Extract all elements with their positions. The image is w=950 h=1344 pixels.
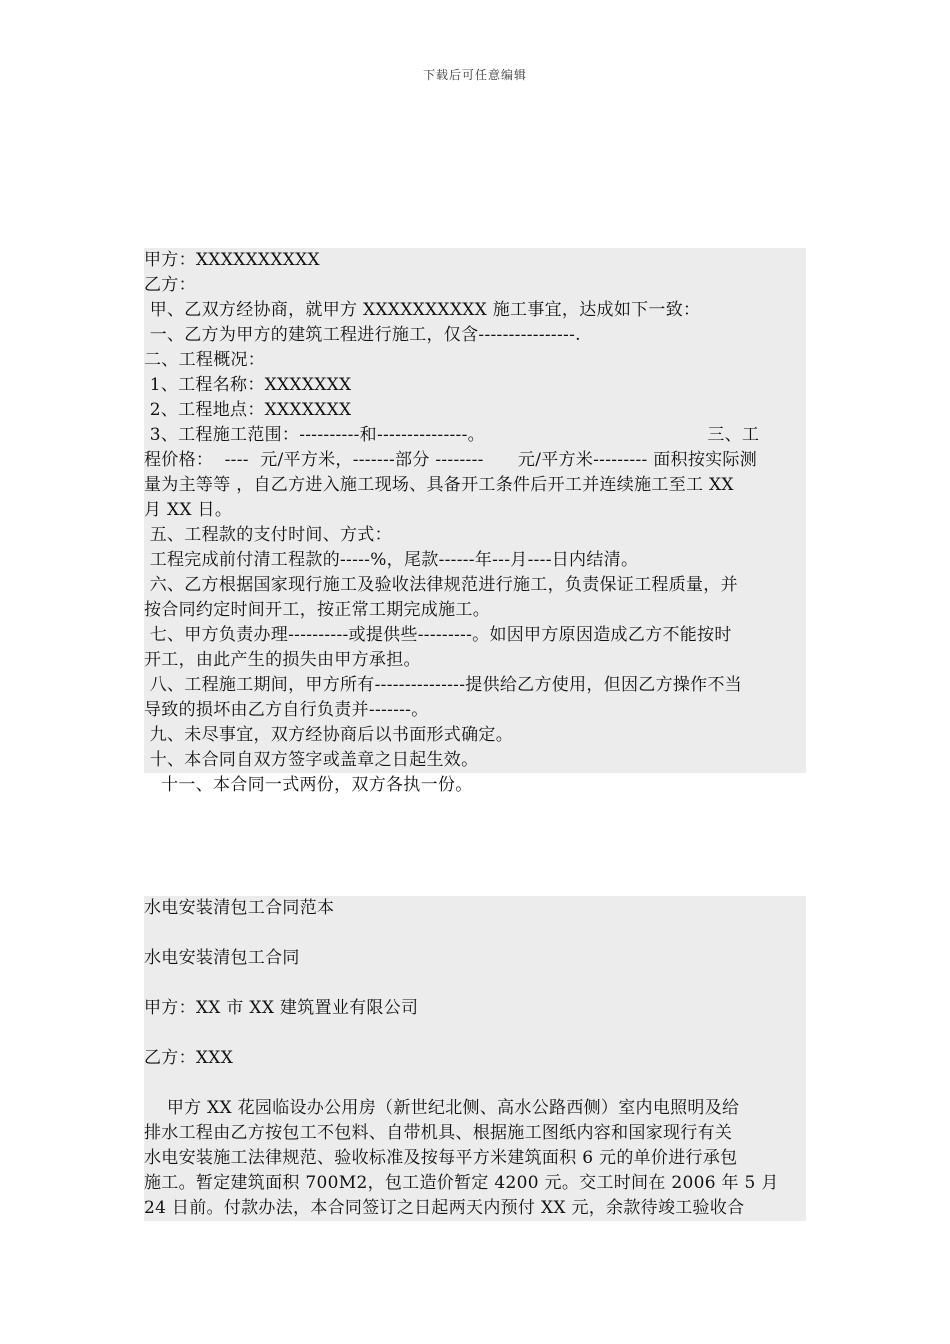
text-line: 一、乙方为甲方的建筑工程进行施工，仅含----------------. [144,323,806,348]
text-line: 按合同约定时间开工，按正常工期完成施工。 [144,598,806,623]
text-line: 乙方： [144,273,806,298]
text-line-last: 十一、本合同一式两份，双方各执一份。 [144,773,806,798]
text-line: 五、工程款的支付时间、方式： [144,523,806,548]
paragraph-line: 甲方 XX 花园临设办公用房（新世纪北侧、高水公路西侧）室内电照明及给 [144,1096,806,1121]
paragraph-line: 施工。暂定建筑面积 700M2，包工造价暂定 4200 元。交工时间在 2006 年 5 月 [144,1171,806,1196]
contract-section-2 [144,896,806,1221]
text-line: 程价格： ---- 元/平方米，-------部分 -------- 元/平方米--------- 面积按实际测 [144,448,806,473]
paragraph-line: 水电安装施工法律规范、验收标准及按每平方米建筑面积 6 元的单价进行承包 [144,1146,806,1171]
text-line: 八、工程施工期间，甲方所有---------------提供给乙方使用，但因乙方操作不当 [144,673,806,698]
spacer [144,1071,806,1096]
spacer [144,921,806,946]
text-line: 七、甲方负责办理----------或提供些---------。如因甲方原因造成乙方不能按时 [144,623,806,648]
text-line: 量为主等等 ，自乙方进入施工现场、具备开工条件后开工并连续施工至工 XX [144,473,806,498]
party-b: 乙方：XXX [144,1046,806,1071]
text-line: 甲方：XXXXXXXXXX [144,248,806,273]
text-line: 甲、乙双方经协商，就甲方 XXXXXXXXXX 施工事宜，达成如下一致： [144,298,806,323]
text-line: 1、工程名称：XXXXXXX [144,373,806,398]
contract-title: 水电安装清包工合同 [144,946,806,971]
page-header: 下载后可任意编辑 [422,68,527,82]
text-line: 开工，由此产生的损失由甲方承担。 [144,648,806,673]
contract-section-1 [144,248,806,798]
text-line: 六、乙方根据国家现行施工及验收法律规范进行施工，负责保证工程质量，并 [144,573,806,598]
party-a: 甲方：XX 市 XX 建筑置业有限公司 [144,996,806,1021]
text-line: 工程完成前付清工程款的-----%，尾款------年---月----日内结清。 [144,548,806,573]
document-title: 水电安装清包工合同范本 [144,896,806,921]
text-line: 九、未尽事宜，双方经协商后以书面形式确定。 [144,723,806,748]
text-line: 月 XX 日。 [144,498,806,523]
paragraph-line: 24 日前。付款办法，本合同签订之日起两天内预付 XX 元，余款待竣工验收合 [144,1196,806,1221]
spacer [144,1021,806,1046]
text-line: 2、工程地点：XXXXXXX [144,398,806,423]
text-line: 二、工程概况： [144,348,806,373]
text-line: 3、工程施工范围：----------和---------------。 三、工 [144,423,806,448]
text-line: 十、本合同自双方签字或盖章之日起生效。 [144,748,806,773]
paragraph-line: 排水工程由乙方按包工不包料、自带机具、根据施工图纸内容和国家现行有关 [144,1121,806,1146]
text-line: 导致的损坏由乙方自行负责并-------。 [144,698,806,723]
spacer [144,971,806,996]
